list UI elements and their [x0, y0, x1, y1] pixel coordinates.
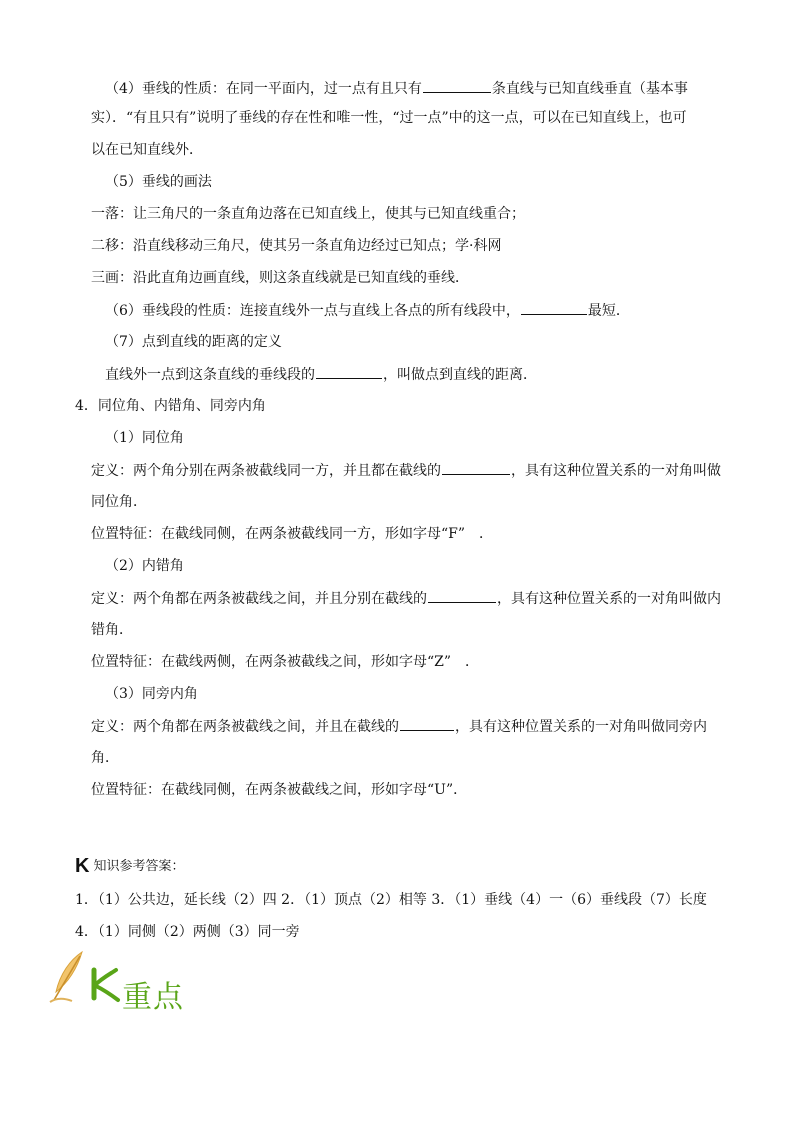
- answer-blank: [316, 364, 382, 379]
- s3-def: 定义：两个角都在两条被截线之间，并且在截线的 ，具有这种位置关系的一对角叫做同旁内: [91, 716, 731, 737]
- p4-line1: （4）垂线的性质：在同一平面内，过一点有且只有 条直线与已知直线垂直（基本事: [105, 78, 745, 99]
- s1-feature: 位置特征：在截线同侧，在两条被截线同一方，形如字母“F” ．: [91, 526, 494, 542]
- p6-line: （6）垂线段的性质：连接直线外一点与直线上各点的所有线段中， 最短．: [105, 300, 745, 321]
- s3-title: （3）同旁内角: [105, 686, 198, 702]
- s1-def: 定义：两个角分别在两条被截线同一方，并且都在截线的 ，具有这种位置关系的一对角叫做: [91, 460, 731, 481]
- p7-title: （7）点到直线的距离的定义: [105, 334, 282, 350]
- answer-blank: [442, 460, 510, 475]
- p5-title: （5）垂线的画法: [105, 174, 212, 190]
- p5-step1: 一落：让三角尺的一条直角边落在已知直线上，使其与已知直线重合；: [91, 206, 525, 222]
- logo-text: 重点: [122, 980, 184, 1015]
- s3-def-cont: 角．: [91, 750, 119, 766]
- answer-blank: [521, 300, 587, 315]
- s2-feature: 位置特征：在截线两侧，在两条被截线之间，形如字母“Z” ．: [91, 654, 480, 670]
- p5-step3: 三画：沿此直角边画直线，则这条直线就是已知直线的垂线．: [91, 270, 469, 286]
- answers-line1: 1．（1）公共边，延长线（2）四 2．（1）顶点（2）相等 3．（1）垂线（4）一（6）垂线段（7）长度: [75, 892, 707, 908]
- s3-feature: 位置特征：在截线同侧，在两条被截线之间，形如字母“U”．: [91, 782, 468, 798]
- p5-step2: 二移：沿直线移动三角尺，使其另一条直角边经过已知点；学·科网: [91, 238, 502, 254]
- answer-blank: [400, 716, 454, 731]
- answer-blank: [423, 78, 491, 93]
- s2-def-cont: 错角．: [91, 622, 133, 638]
- section-heading: 4．同位角、内错角、同旁内角: [75, 398, 266, 414]
- answer-blank: [428, 588, 496, 603]
- answers-k-mark: K: [75, 855, 90, 877]
- answers-header: K知识参考答案：: [75, 855, 185, 877]
- p4-line2: 实）．“有且只有”说明了垂线的存在性和唯一性，“过一点”中的这一点，可以在已知直线上，也可: [91, 110, 687, 126]
- s2-title: （2）内错角: [105, 558, 184, 574]
- s1-title: （1）同位角: [105, 430, 184, 446]
- p4-line3: 以在已知直线外．: [91, 142, 203, 158]
- answers-line2: 4．（1）同侧（2）两侧（3）同一旁: [75, 924, 300, 940]
- s2-def: 定义：两个角都在两条被截线之间，并且分别在截线的 ，具有这种位置关系的一对角叫做内: [91, 588, 731, 609]
- s1-def-cont: 同位角．: [91, 494, 147, 510]
- p7-line: 直线外一点到这条直线的垂线段的 ，叫做点到直线的距离．: [105, 364, 745, 385]
